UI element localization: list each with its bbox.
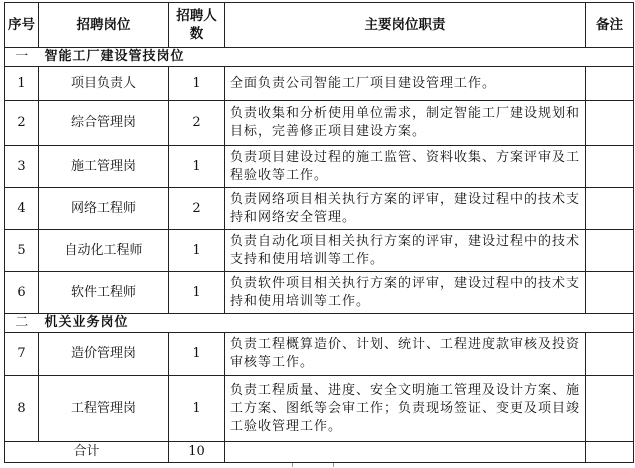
- row-note: [586, 101, 634, 146]
- row-position: 综合管理岗: [39, 101, 169, 146]
- row-position: 自动化工程师: [39, 230, 169, 272]
- section-index: 二: [5, 314, 39, 333]
- header-row: [5, 3, 634, 48]
- row-note: [586, 146, 634, 188]
- row-duties: 负责工程概算造价、计划、统计、工程进度款审核及投资审核等工作。: [225, 333, 586, 376]
- row-note: [586, 67, 634, 101]
- total-row: [5, 442, 634, 463]
- recruitment-table: [4, 2, 634, 463]
- row-note: [586, 333, 634, 376]
- header-count: 招聘人数: [169, 3, 225, 48]
- table-row: [5, 188, 634, 230]
- header-note: 备注: [586, 3, 634, 48]
- section-title: 智能工厂建设管技岗位: [39, 48, 634, 67]
- row-count: 1: [169, 67, 225, 101]
- total-duties-empty: [225, 442, 586, 463]
- row-count: 2: [169, 101, 225, 146]
- row-no: 1: [5, 67, 39, 101]
- section-title: 机关业务岗位: [39, 314, 634, 333]
- section-index: 一: [5, 48, 39, 67]
- row-no: 2: [5, 101, 39, 146]
- row-duties: 负责项目建设过程的施工监管、资料收集、方案评审及工程验收等工作。: [225, 146, 586, 188]
- row-note: [586, 188, 634, 230]
- row-no: 6: [5, 272, 39, 314]
- row-count: 1: [169, 146, 225, 188]
- table-row: [5, 101, 634, 146]
- row-note: [586, 230, 634, 272]
- table-row: [5, 376, 634, 442]
- row-duties: 负责网络项目相关执行方案的评审，建设过程中的技术支持和网络安全管理。: [225, 188, 586, 230]
- row-no: 7: [5, 333, 39, 376]
- section-row: [5, 48, 634, 67]
- row-count: 2: [169, 188, 225, 230]
- total-count: 10: [169, 442, 225, 463]
- header-duties: 主要岗位职责: [225, 3, 586, 48]
- row-no: 5: [5, 230, 39, 272]
- row-no: 4: [5, 188, 39, 230]
- table-row: [5, 230, 634, 272]
- header-position: 招聘岗位: [39, 3, 169, 48]
- row-count: 1: [169, 333, 225, 376]
- section-row: [5, 314, 634, 333]
- row-position: 造价管理岗: [39, 333, 169, 376]
- row-position: 施工管理岗: [39, 146, 169, 188]
- row-position: 项目负责人: [39, 67, 169, 101]
- table-row: [5, 333, 634, 376]
- row-no: 3: [5, 146, 39, 188]
- row-position: 工程管理岗: [39, 376, 169, 442]
- row-count: 1: [169, 230, 225, 272]
- total-note-empty: [586, 442, 634, 463]
- row-duties: 负责软件项目相关执行方案的评审，建设过程中的技术支持和使用培训等工作。: [225, 272, 586, 314]
- row-duties: 负责自动化项目相关执行方案的评审，建设过程中的技术支持和使用培训等工作。: [225, 230, 586, 272]
- row-count: 1: [169, 376, 225, 442]
- total-label: 合计: [5, 442, 169, 463]
- row-duties: 全面负责公司智能工厂项目建设管理工作。: [225, 67, 586, 101]
- row-count: 1: [169, 272, 225, 314]
- row-note: [586, 376, 634, 442]
- row-duties: 负责工程质量、进度、安全文明施工管理及设计方案、施工方案、图纸等会审工作；负责现场签证、变更及项目竣工验收管理工作。: [225, 376, 586, 442]
- table-row: [5, 272, 634, 314]
- row-no: 8: [5, 376, 39, 442]
- page-edge-mark: [292, 463, 334, 467]
- table-row: [5, 67, 634, 101]
- table-row: [5, 146, 634, 188]
- row-position: 软件工程师: [39, 272, 169, 314]
- header-seq: 序号: [5, 3, 39, 48]
- row-note: [586, 272, 634, 314]
- row-duties: 负责收集和分析使用单位需求，制定智能工厂建设规划和目标，完善修正项目建设方案。: [225, 101, 586, 146]
- row-position: 网络工程师: [39, 188, 169, 230]
